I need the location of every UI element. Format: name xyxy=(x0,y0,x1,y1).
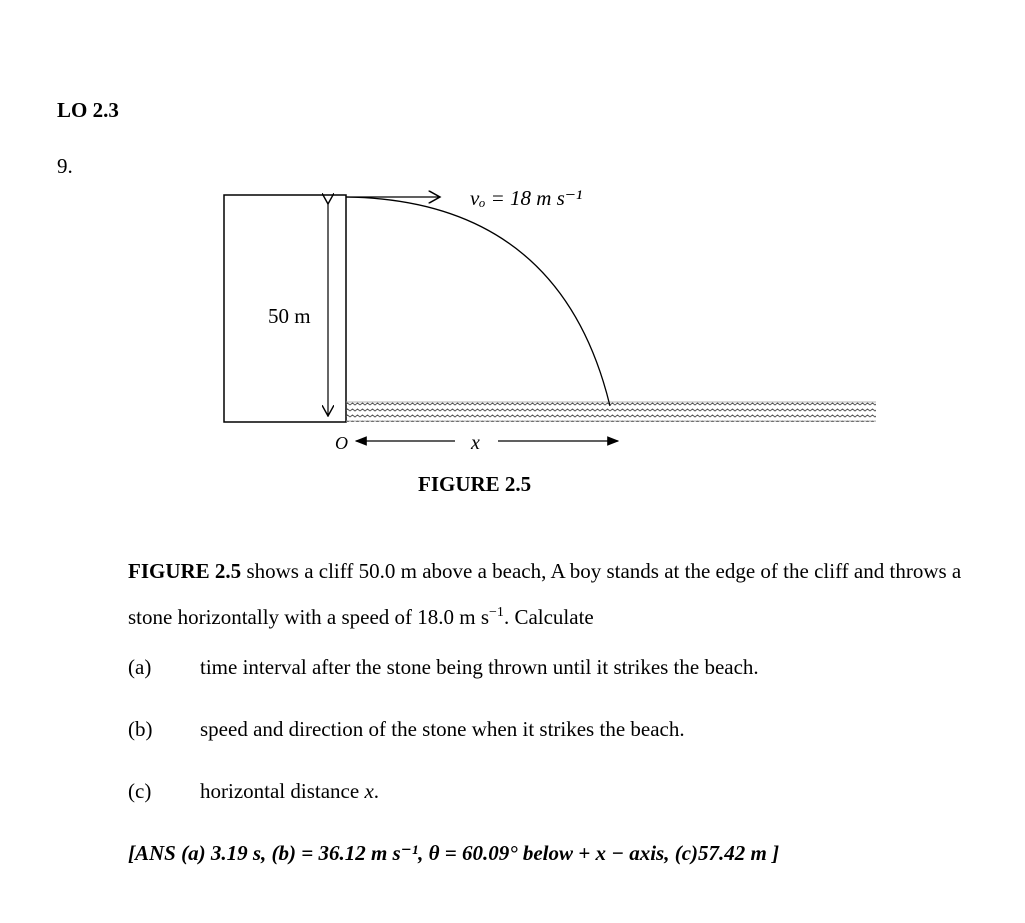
question-number: 9. xyxy=(57,154,73,178)
part-a-label: (a) xyxy=(128,655,152,679)
figure-caption: FIGURE 2.5 xyxy=(418,472,532,496)
question-paragraph xyxy=(128,551,968,638)
part-c-label: (c) xyxy=(128,779,152,803)
part-c-text-wrap xyxy=(200,779,379,804)
part-c-end: . xyxy=(373,779,380,803)
part-c-variable: x xyxy=(364,779,374,803)
unit-superscript: −1 xyxy=(489,605,504,620)
velocity-label: vₒ = 18 m s⁻¹ xyxy=(470,186,583,210)
trajectory-curve xyxy=(346,197,610,406)
question-text-1: shows a cliff 50.0 m above a beach, A boy stands at the edge of the cliff and throws a stone horizontally with a speed of 18.0 m s xyxy=(128,559,962,629)
part-a-text: time interval after the stone being thrown until it strikes the beach. xyxy=(200,655,759,679)
learning-outcome-label: LO 2.3 xyxy=(57,98,119,122)
part-b-label: (b) xyxy=(128,717,153,741)
height-label: 50 m xyxy=(268,304,311,328)
figure-reference: FIGURE 2.5 xyxy=(128,559,242,583)
distance-label: x xyxy=(471,432,480,454)
origin-label: O xyxy=(335,433,348,453)
answer-line: [ANS (a) 3.19 s, (b) = 36.12 m s⁻¹, θ = 60.09° below + x − axis, (c)57.42 m ] xyxy=(128,841,780,865)
beach-sand xyxy=(346,402,876,422)
question-text-2: . Calculate xyxy=(503,605,594,629)
part-b-text: speed and direction of the stone when it strikes the beach. xyxy=(200,717,685,741)
part-c-text: horizontal distance xyxy=(200,779,365,803)
